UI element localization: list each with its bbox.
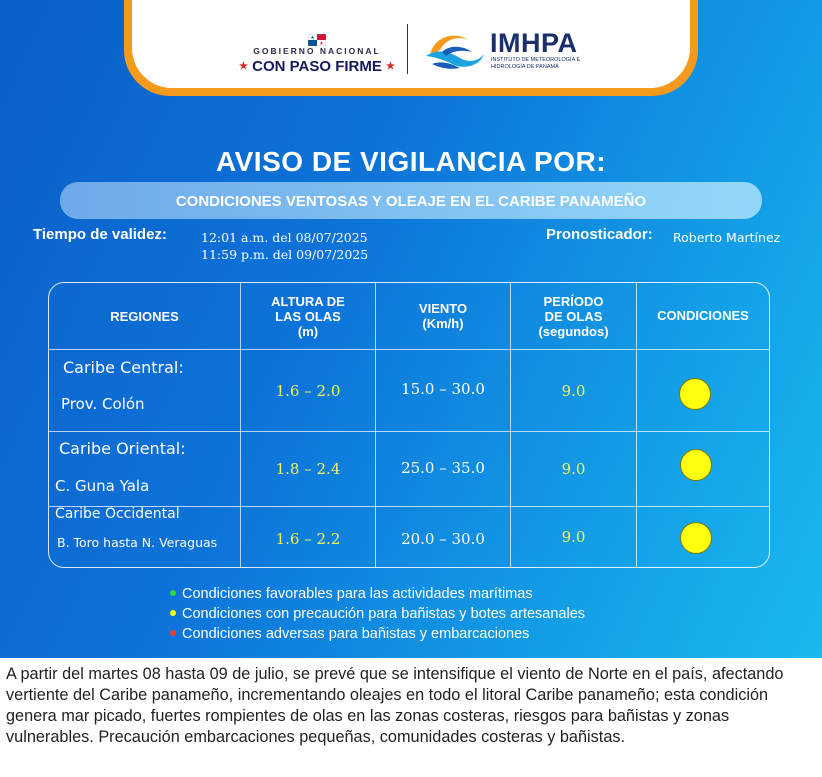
- forecaster-label: Pronosticador:: [546, 226, 653, 243]
- forecast-table: [48, 282, 770, 568]
- imhpa-name: IMHPA: [490, 28, 578, 58]
- imhpa-wave-icon: [420, 26, 486, 72]
- header-wave-period: PERÍODO DE OLAS (segundos): [538, 293, 609, 339]
- validity-label: Tiempo de validez:: [33, 226, 167, 243]
- condition-yellow-icon: [679, 378, 711, 410]
- validity-from: 12:01 a.m. del 08/07/2025: [201, 230, 368, 245]
- row-divider: [49, 431, 769, 432]
- header-wind: VIENTO (Km/h): [418, 301, 468, 331]
- wave-height-value: 1.6 – 2.2: [275, 530, 341, 548]
- wave-height-value: 1.6 – 2.0: [275, 382, 341, 400]
- government-slogan: [236, 58, 398, 75]
- government-name: GOBIERNO NACIONAL: [253, 46, 381, 56]
- region-name: Caribe Oriental:: [59, 439, 186, 458]
- logo-divider: [407, 24, 408, 74]
- region-area: Prov. Colón: [61, 395, 145, 413]
- region-name: Caribe Central:: [63, 358, 184, 377]
- red-dot-icon: [170, 630, 176, 636]
- header-conditions: CONDICIONES: [657, 308, 749, 323]
- validity-to: 11:59 p.m. del 09/07/2025: [201, 247, 369, 262]
- condition-yellow-icon: [680, 449, 712, 481]
- region-area: C. Guna Yala: [55, 477, 150, 495]
- wind-value: 15.0 – 30.0: [401, 380, 485, 398]
- row-divider: [49, 349, 769, 350]
- star-icon: ★: [238, 61, 248, 72]
- description-text: A partir del martes 08 hasta 09 de julio, se prevé que se intensifique el viento de Norte en el país, afectando vertiente del Caribe panameño, incrementando oleajes en todo el litoral Caribe panameño; esta condición genera mar picado, fuertes rompientes de olas en las zonas costeras, riesgos para bañistas y zonas vulnerables. Precaución embarcaciones pequeñas, comunidades costeras y bañistas.: [6, 665, 784, 746]
- forecaster-name: Roberto Martínez: [673, 230, 781, 245]
- wind-value: 25.0 – 35.0: [401, 459, 485, 477]
- legend-item-caution: Condiciones con precaución para bañistas y botes artesanales: [170, 606, 585, 622]
- star-icon: ★: [386, 61, 395, 72]
- yellow-dot-icon: [170, 610, 176, 616]
- wave-period-value: 9.0: [561, 382, 586, 400]
- page-title: AVISO DE VIGILANCIA POR:: [215, 146, 607, 177]
- green-dot-icon: [170, 590, 176, 596]
- wave-period-value: 9.0: [561, 460, 586, 478]
- condition-yellow-icon: [680, 522, 712, 554]
- slogan-text: CON PASO FIRME: [252, 58, 382, 75]
- header-wave-height: ALTURA DE LAS OLAS (m): [271, 293, 345, 339]
- header-regions: REGIONES: [110, 308, 179, 324]
- imhpa-full-name: INSTITUTO DE METEOROLOGÍA E HIDROLOGÍA DE PANAMÁ: [491, 57, 581, 70]
- wave-period-value: 9.0: [561, 528, 586, 546]
- panama-flag-icon: [308, 34, 326, 46]
- legend-item-favorable: Condiciones favorables para las actividades marítimas: [170, 586, 533, 602]
- header-tab: [132, 0, 690, 88]
- region-name: Caribe Occidental: [55, 506, 180, 522]
- wind-value: 20.0 – 30.0: [401, 530, 485, 548]
- government-logo: [236, 34, 398, 84]
- region-area: B. Toro hasta N. Veraguas: [57, 535, 218, 550]
- wave-height-value: 1.8 – 2.4: [275, 460, 341, 478]
- legend-item-adverse: Condiciones adversas para bañistas y embarcaciones: [170, 626, 529, 642]
- subtitle: CONDICIONES VENTOSAS Y OLEAJE EN EL CARIBE PANAMEÑO: [175, 193, 647, 210]
